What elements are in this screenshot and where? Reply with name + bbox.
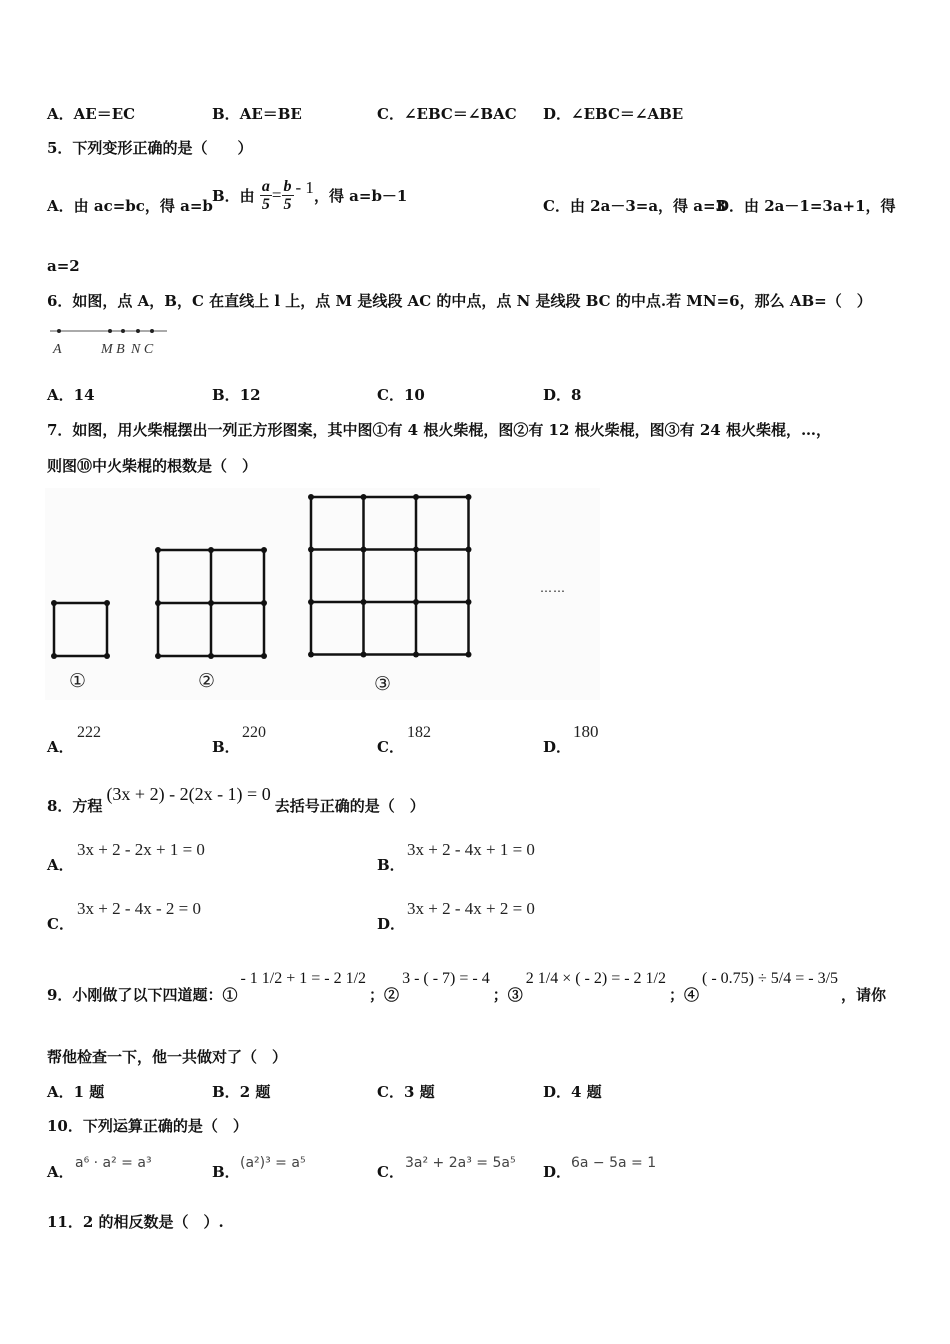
point-c xyxy=(150,329,154,333)
q10-option-c: C． 3a² + 2a³ = 5a⁵ xyxy=(377,1155,516,1181)
q8-option-c: C． 3x + 2 - 4x - 2 = 0 xyxy=(47,899,201,933)
matchstick-joint xyxy=(308,494,314,500)
q6-option-d: D．8 xyxy=(543,386,582,404)
matchstick-joint xyxy=(261,547,267,553)
q7-matchstick-figure xyxy=(45,488,600,700)
matchstick-joint xyxy=(361,652,367,658)
q8-option-d: D． 3x + 2 - 4x + 2 = 0 xyxy=(377,899,535,933)
q10-option-d: D． 6a − 5a = 1 xyxy=(543,1155,657,1181)
matchstick-joint xyxy=(104,653,110,659)
label-2: ② xyxy=(198,670,216,692)
matchstick-joint xyxy=(413,494,419,500)
label-a: A xyxy=(53,342,62,357)
q8-option-b: B． 3x + 2 - 4x + 1 = 0 xyxy=(377,840,535,874)
q5-option-a: A．由 ac=bc，得 a=b xyxy=(47,197,213,215)
q9-expr-2: 3 - ( - 7) = - 4 xyxy=(402,970,490,987)
q7-option-b: B． 220 xyxy=(212,724,266,756)
label-mb: M B xyxy=(101,342,125,357)
q7-option-a: A． 222 xyxy=(47,724,101,756)
matchstick-joint xyxy=(466,494,472,500)
matchstick-joint xyxy=(413,547,419,553)
matchstick-joint xyxy=(155,547,161,553)
matchstick-joint xyxy=(208,547,214,553)
point-b xyxy=(121,329,125,333)
point-a xyxy=(57,329,61,333)
label-1: ① xyxy=(69,670,87,692)
q10-option-a: A． a⁶ · a² = a³ xyxy=(47,1155,152,1181)
q5-b-fraction-2: $\frac{b}{5}$ xyxy=(283,178,292,213)
matchstick-joint xyxy=(104,600,110,606)
matchstick-joint xyxy=(413,652,419,658)
q5-option-d-cont: a=2 xyxy=(47,257,80,275)
q9-expr-1: - 1 1/2 + 1 = - 2 1/2 xyxy=(240,970,367,987)
matchstick-joint xyxy=(466,547,472,553)
q8-stem: 8．方程(3x + 2) - 2(2x - 1) = 0去括号正确的是（ ） xyxy=(47,784,425,815)
matchstick-joint xyxy=(261,600,267,606)
q4-option-a: A．AE＝EC xyxy=(47,105,136,123)
point-m xyxy=(108,329,112,333)
q5-b-fraction-1: $\frac{a}{5}$ xyxy=(261,178,270,213)
matchstick-joint xyxy=(308,652,314,658)
q4-option-d: D．∠EBC＝∠ABE xyxy=(543,105,684,123)
matchstick-joint xyxy=(51,653,57,659)
matchstick-joint xyxy=(413,599,419,605)
q4-option-b: B．AE＝BE xyxy=(212,105,302,123)
matchstick-joint xyxy=(208,600,214,606)
q7-option-c: C． 182 xyxy=(377,724,431,756)
q8-equation: (3x + 2) - 2(2x - 1) = 0 xyxy=(106,784,271,804)
q5-stem: 5．下列变形正确的是（ ） xyxy=(47,139,253,157)
q9-stem: 9．小刚做了以下四道题：①- 1 1/2 + 1 = - 2 1/2；②3 - ( - 7) = - 4；③2 1/4 × ( - 2) = - 2 1/2；④( - 0.75) ÷ 5/4 = - 3/5，请你 xyxy=(47,970,887,1004)
matchstick-joint xyxy=(208,653,214,659)
q9-option-b: B．2 题 xyxy=(212,1083,271,1101)
q6-stem: 6．如图，点 A，B，C 在直线上 l 上，点 M 是线段 AC 的中点，点 N 是线段 BC 的中点.若 MN=6，那么 AB=（ ） xyxy=(47,292,872,310)
q9-option-d: D．4 题 xyxy=(543,1083,602,1101)
matchstick-joint xyxy=(361,494,367,500)
q10-stem: 10．下列运算正确的是（ ） xyxy=(47,1117,248,1135)
q6-option-b: B．12 xyxy=(212,386,261,404)
q6-line-figure xyxy=(45,322,175,362)
q5-option-b: B．由 $\frac{a}{5}$ = $\frac{b}{5}$ - 1，得 a=b－1 xyxy=(212,177,408,213)
q7-option-d: D． 180 xyxy=(543,722,599,756)
q6-option-a: A．14 xyxy=(47,386,95,404)
figure-background xyxy=(45,488,600,700)
q7-stem-line1: 7．如图，用火柴棍摆出一列正方形图案，其中图①有 4 根火柴棍，图②有 12 根火柴棍，图③有 24 根火柴棍，…， xyxy=(47,421,831,439)
q5-option-d: D．由 2a－1=3a+1，得 xyxy=(716,197,896,215)
q9-stem-line2: 帮他检查一下，他一共做对了（ ） xyxy=(47,1048,288,1066)
matchstick-joint xyxy=(261,653,267,659)
q9-option-c: C．3 题 xyxy=(377,1083,435,1101)
q9-option-a: A．1 题 xyxy=(47,1083,105,1101)
matchstick-joint xyxy=(361,599,367,605)
label-3: ③ xyxy=(374,673,392,695)
q9-expr-3: 2 1/4 × ( - 2) = - 2 1/2 xyxy=(525,970,666,987)
matchstick-joint xyxy=(466,652,472,658)
q4-option-c: C．∠EBC＝∠BAC xyxy=(377,105,517,123)
q7-stem-line2: 则图⑩中火柴棍的根数是（ ） xyxy=(47,457,258,475)
matchstick-joint xyxy=(308,599,314,605)
q11-stem: 11．2 的相反数是（ ）. xyxy=(47,1213,224,1231)
q6-option-c: C．10 xyxy=(377,386,425,404)
point-n xyxy=(136,329,140,333)
matchstick-joint xyxy=(155,653,161,659)
q8-option-a: A． 3x + 2 - 2x + 1 = 0 xyxy=(47,840,205,874)
q9-expr-4: ( - 0.75) ÷ 5/4 = - 3/5 xyxy=(702,970,839,987)
matchstick-joint xyxy=(308,547,314,553)
matchstick-joint xyxy=(466,599,472,605)
ellipsis: …… xyxy=(540,581,566,595)
matchstick-joint xyxy=(155,600,161,606)
matchstick-joint xyxy=(51,600,57,606)
q10-option-b: B． (a²)³ = a⁵ xyxy=(212,1155,306,1181)
label-nc: N C xyxy=(131,342,154,357)
matchstick-joint xyxy=(361,547,367,553)
q5-option-c: C．由 2a－3=a，得 a=3 xyxy=(543,197,726,215)
